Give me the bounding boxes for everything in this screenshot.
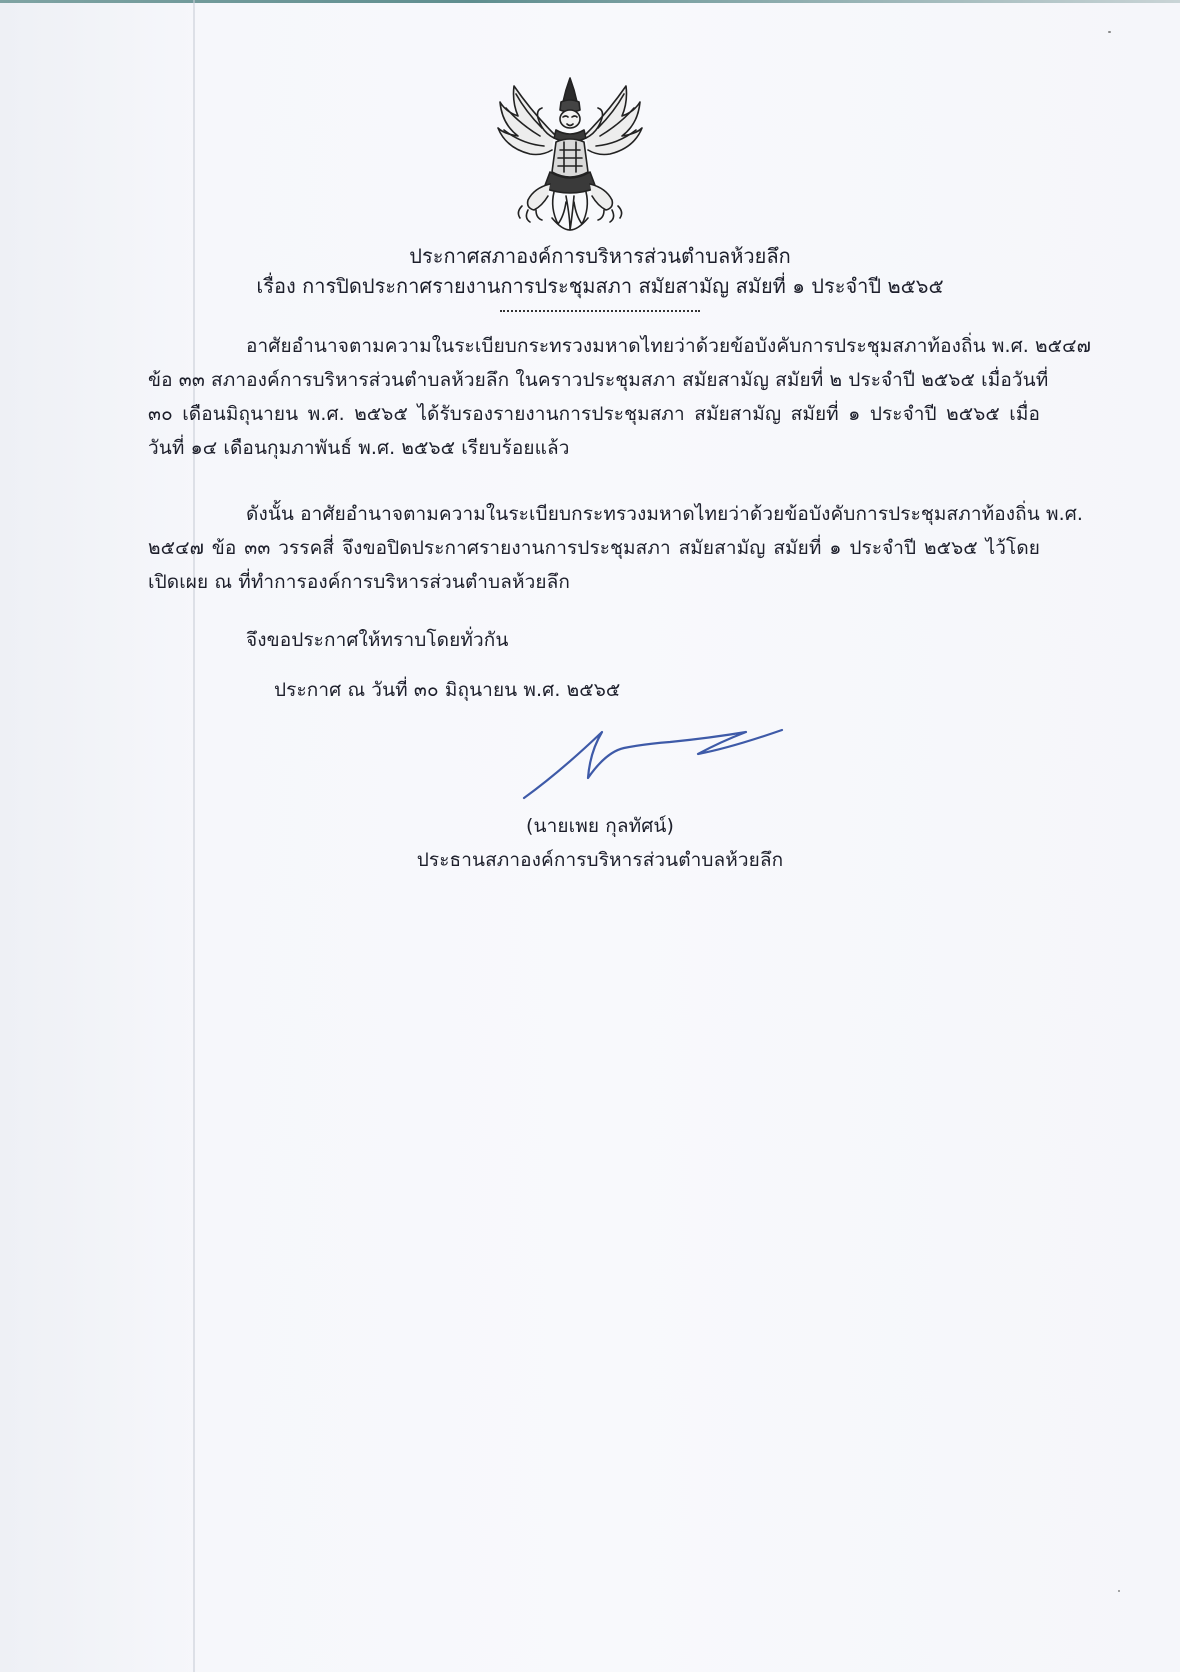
paragraph-2-line-3: เปิดเผย ณ ที่ทำการองค์การบริหารส่วนตำบลห้วยลึก <box>148 571 570 593</box>
closing-line: จึงขอประกาศให้ทราบโดยทั่วกัน <box>246 629 509 651</box>
announcement-subject: เรื่อง การปิดประกาศรายงานการประชุมสภา สมัยสามัญ สมัยที่ ๑ ประจำปี ๒๕๖๕ <box>256 274 944 298</box>
announcement-title: ประกาศสภาองค์การบริหารส่วนตำบลห้วยลึก <box>409 244 791 268</box>
paragraph-1-line-4: วันที่ ๑๔ เดือนกุมภาพันธ์ พ.ศ. ๒๕๖๕ เรียบร้อยแล้ว <box>148 437 570 459</box>
paragraph-1-line-3: ๓๐ เดือนมิถุนายน พ.ศ. ๒๕๖๕ ได้รับรองรายงานการประชุมสภา สมัยสามัญ สมัยที่ ๑ ประจำปี ๒๕๖๕ เมื่อ <box>148 403 1040 425</box>
handwritten-signature <box>520 722 820 822</box>
date-line: ประกาศ ณ วันที่ ๓๐ มิถุนายน พ.ศ. ๒๕๖๕ <box>274 679 621 701</box>
signer-title: ประธานสภาองค์การบริหารส่วนตำบลห้วยลึก <box>416 849 784 871</box>
separator-dots <box>500 310 700 312</box>
signer-name: (นายเพย กุลทัศน์) <box>526 815 674 837</box>
paragraph-2-line-2: ๒๕๔๗ ข้อ ๓๓ วรรคสี่ จึงขอปิดประกาศรายงานการประชุมสภา สมัยสามัญ สมัยที่ ๑ ประจำปี ๒๕๖๕ ไว้โดย <box>148 537 1040 559</box>
paragraph-2-line-1: ดังนั้น อาศัยอำนาจตามความในระเบียบกระทรวงมหาดไทยว่าด้วยข้อบังคับการประชุมสภาท้องถิ่น พ.ศ. <box>246 503 1084 525</box>
garuda-emblem-icon <box>492 72 648 232</box>
scan-speck <box>1108 31 1111 33</box>
scan-speck <box>1118 1590 1120 1592</box>
paragraph-1-line-2: ข้อ ๓๓ สภาองค์การบริหารส่วนตำบลห้วยลึก ในคราวประชุมสภา สมัยสามัญ สมัยที่ ๒ ประจำปี ๒๕๖๕ เมื่อวันที่ <box>148 369 1049 391</box>
scan-top-edge <box>0 0 1180 3</box>
paragraph-1-line-1: อาศัยอำนาจตามความในระเบียบกระทรวงมหาดไทยว่าด้วยข้อบังคับการประชุมสภาท้องถิ่น พ.ศ. ๒๕๔๗ <box>246 335 1091 357</box>
